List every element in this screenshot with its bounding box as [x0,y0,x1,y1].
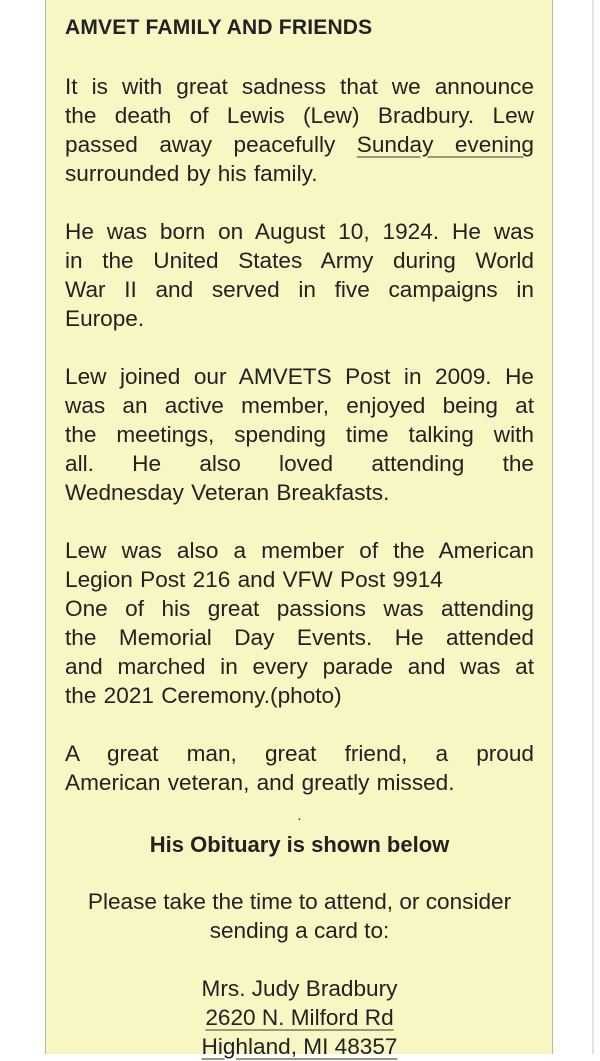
announcement-paragraph [65,72,534,188]
sunday-evening-link[interactable]: Sunday evening [356,132,534,157]
notice-title: AMVET FAMILY AND FRIENDS [65,16,373,39]
biography-line: War II and served in five campaigns in [65,277,534,302]
obituary-heading: His Obituary is shown below [149,832,450,857]
separator-dot: . [297,807,302,823]
recipient-name: Mrs. Judy Bradbury [201,976,398,1001]
legion-line: and marched in every parade and was at [65,654,534,679]
biography-line: Europe. [65,306,145,331]
tribute-line: American veteran, and greatly missed. [65,770,455,795]
membership-line: all. He also loved attending the [65,451,534,476]
membership-line: the meetings, spending time talking with [65,422,534,447]
legion-line: the Memorial Day Events. He attended [65,625,534,650]
mailing-address [65,974,534,1061]
announcement-line: the death of Lewis (Lew) Bradbury. Lew [65,103,534,128]
attend-paragraph [65,887,534,945]
legion-line: Lew was also a member of the American [65,538,534,563]
right-gutter [553,0,600,1054]
announcement-line [65,130,534,159]
attend-line: sending a card to: [209,918,390,943]
biography-line: He was born on August 10, 1924. He was [65,219,534,244]
announcement-line: It is with great sadness that we announce [65,74,534,99]
notice-card [45,0,553,1059]
membership-line: was an active member, enjoyed being at [65,393,534,418]
address-line [65,974,534,1032]
legion-line: Legion Post 216 and VFW Post 9914 [65,567,443,592]
scrollbar-track[interactable] [592,0,594,1054]
announcement-line: surrounded by his family. [65,161,318,186]
biography-paragraph [65,217,534,333]
tribute-line: A great man, great friend, a proud [65,741,534,766]
biography-line: in the United States Army during World [65,248,534,273]
city-address-link[interactable]: Highland, MI 48357 [201,1034,398,1059]
attend-line: Please take the time to attend, or consider [87,889,512,914]
membership-line: Lew joined our AMVETS Post in 2009. He [65,364,534,389]
tribute-paragraph [65,739,534,797]
membership-line: Wednesday Veteran Breakfasts. [65,480,390,505]
announcement-text: passed away peacefully [65,132,357,157]
street-address-link[interactable]: 2620 N. Milford Rd [205,1005,394,1030]
membership-paragraph [65,362,534,507]
left-gutter [0,0,45,1054]
legion-line: One of his great passions was attending [65,596,534,621]
legion-paragraph [65,536,534,710]
legion-line: the 2021 Ceremony.(photo) [65,683,342,708]
